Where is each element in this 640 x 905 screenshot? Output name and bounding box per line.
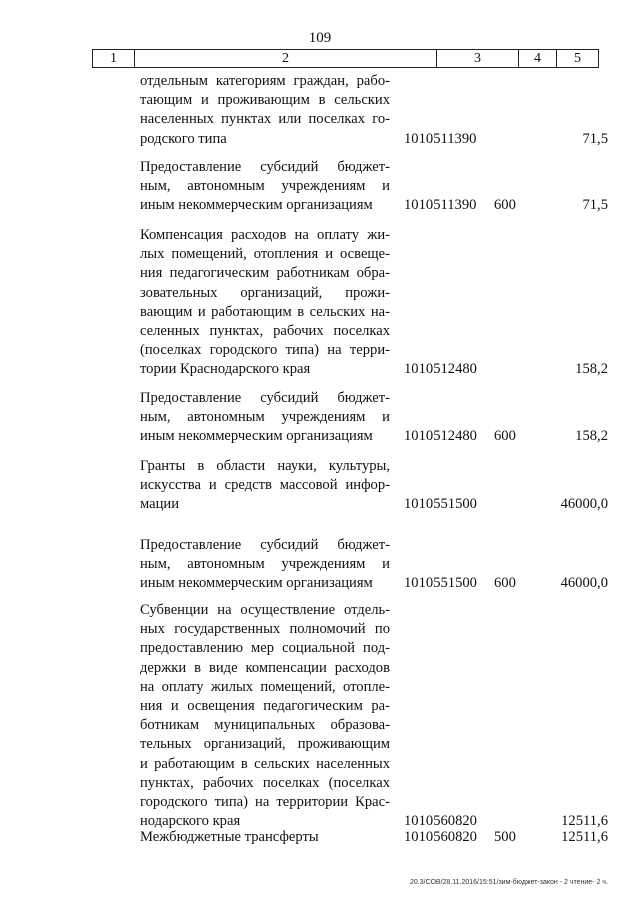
description-line: вающим и работающим в сельских на- — [140, 303, 390, 320]
description-line: ных государственных полномочий по — [140, 621, 390, 638]
row-code: 1010551500 — [404, 575, 477, 592]
table-row — [0, 601, 640, 831]
description-line: тельных организаций, проживающим — [140, 736, 390, 753]
row-amount: 71,5 — [582, 197, 608, 214]
description-line: Предоставление субсидий бюджет- — [140, 390, 390, 406]
description-line: лых помещений, отопления и освеще- — [140, 246, 390, 263]
table-row — [0, 828, 640, 847]
description-line: тающим и проживающим в сельских — [140, 92, 390, 109]
description-line: ния педагогическим работникам обра- — [140, 265, 390, 282]
column-header-5: 5 — [574, 50, 581, 66]
row-description — [140, 536, 390, 594]
row-amount: 158,2 — [575, 428, 608, 445]
description-line: Предоставление субсидий бюджет- — [140, 159, 390, 175]
description-line: отдельным категориям граждан, рабо- — [140, 73, 390, 89]
row-code: 1010551500 — [404, 496, 477, 513]
row-group: 500 — [494, 828, 516, 845]
column-header-4: 4 — [519, 50, 557, 67]
description-line: держки в виде компенсации расходов — [140, 659, 390, 676]
description-line: ным, автономным учреждениям и — [140, 409, 390, 426]
description-line: Межбюджетные трансферты — [140, 829, 319, 845]
row-group: 600 — [494, 197, 516, 214]
description-line: иным некоммерческим организациям — [140, 575, 373, 592]
row-description — [140, 457, 390, 515]
row-description — [140, 828, 390, 847]
row-amount: 46000,0 — [560, 575, 608, 592]
description-line: ния и освещения педагогическим ра- — [140, 698, 390, 715]
description-line: зовательных организаций, прожи- — [140, 284, 390, 301]
description-line: Предоставление субсидий бюджет- — [140, 537, 390, 553]
description-line: и работающим в сельских населенных — [140, 755, 390, 772]
description-line: ным, автономным учреждениям и — [140, 556, 390, 573]
row-amount: 46000,0 — [560, 496, 608, 513]
row-code: 1010511390 — [404, 130, 477, 147]
table-header — [92, 49, 599, 68]
column-header-2: 2 — [135, 50, 437, 67]
table-row — [0, 72, 640, 149]
description-line: ным, автономным учреждениям и — [140, 178, 390, 195]
column-header-3: 3 — [437, 50, 519, 67]
row-description — [140, 72, 390, 149]
page-number: 109 — [308, 30, 332, 46]
description-line: селенных пунктах, рабочих поселках — [140, 323, 390, 340]
description-line: городского типа) на территории Крас- — [140, 794, 390, 811]
description-line: иным некоммерческим организациям — [140, 197, 373, 214]
row-code: 1010560820 — [404, 828, 477, 845]
row-group: 600 — [494, 575, 516, 592]
description-line: пунктах, рабочих поселках (поселках — [140, 774, 390, 791]
description-line: населенных пунктах или поселках го- — [140, 111, 390, 128]
description-line: тории Краснодарского края — [140, 361, 311, 378]
row-amount: 12511,6 — [561, 828, 608, 845]
table-row — [0, 389, 640, 447]
row-code: 1010512480 — [404, 428, 477, 445]
description-line: Компенсация расходов на оплату жи- — [140, 227, 390, 243]
table-row — [0, 226, 640, 380]
description-line: на оплату жилых помещений, отопле- — [140, 678, 390, 695]
row-code: 1010560820 — [404, 813, 477, 830]
column-header-1: 1 — [93, 50, 135, 67]
description-line: Гранты в области науки, культуры, — [140, 458, 390, 474]
row-group: 600 — [494, 428, 516, 445]
row-description — [140, 389, 390, 447]
description-line: иным некоммерческим организациям — [140, 428, 373, 445]
row-amount: 158,2 — [575, 361, 608, 378]
description-line: Субвенции на осуществление отдель- — [140, 602, 390, 618]
row-description — [140, 158, 390, 216]
footer-stamp: 20.3/СОВ/28.11.2016/15:51/зим-бюджет-закон - 2 чтение- 2 ч. — [410, 879, 608, 886]
row-amount: 71,5 — [582, 130, 608, 147]
table-row — [0, 536, 640, 594]
description-line: ботникам муниципальных образова- — [140, 717, 390, 734]
table-row — [0, 158, 640, 216]
description-line: искусства и средств массовой инфор- — [140, 477, 390, 494]
table-row — [0, 457, 640, 515]
row-description — [140, 601, 390, 831]
description-line: мации — [140, 496, 180, 513]
description-line: нодарского края — [140, 813, 241, 830]
row-code: 1010512480 — [404, 361, 477, 378]
description-line: родского типа — [140, 130, 227, 147]
row-description — [140, 226, 390, 380]
row-amount: 12511,6 — [561, 813, 608, 830]
row-code: 1010511390 — [404, 197, 477, 214]
description-line: (поселках городского типа) на терри- — [140, 342, 390, 359]
description-line: предоставлению мер социальной под- — [140, 640, 390, 657]
